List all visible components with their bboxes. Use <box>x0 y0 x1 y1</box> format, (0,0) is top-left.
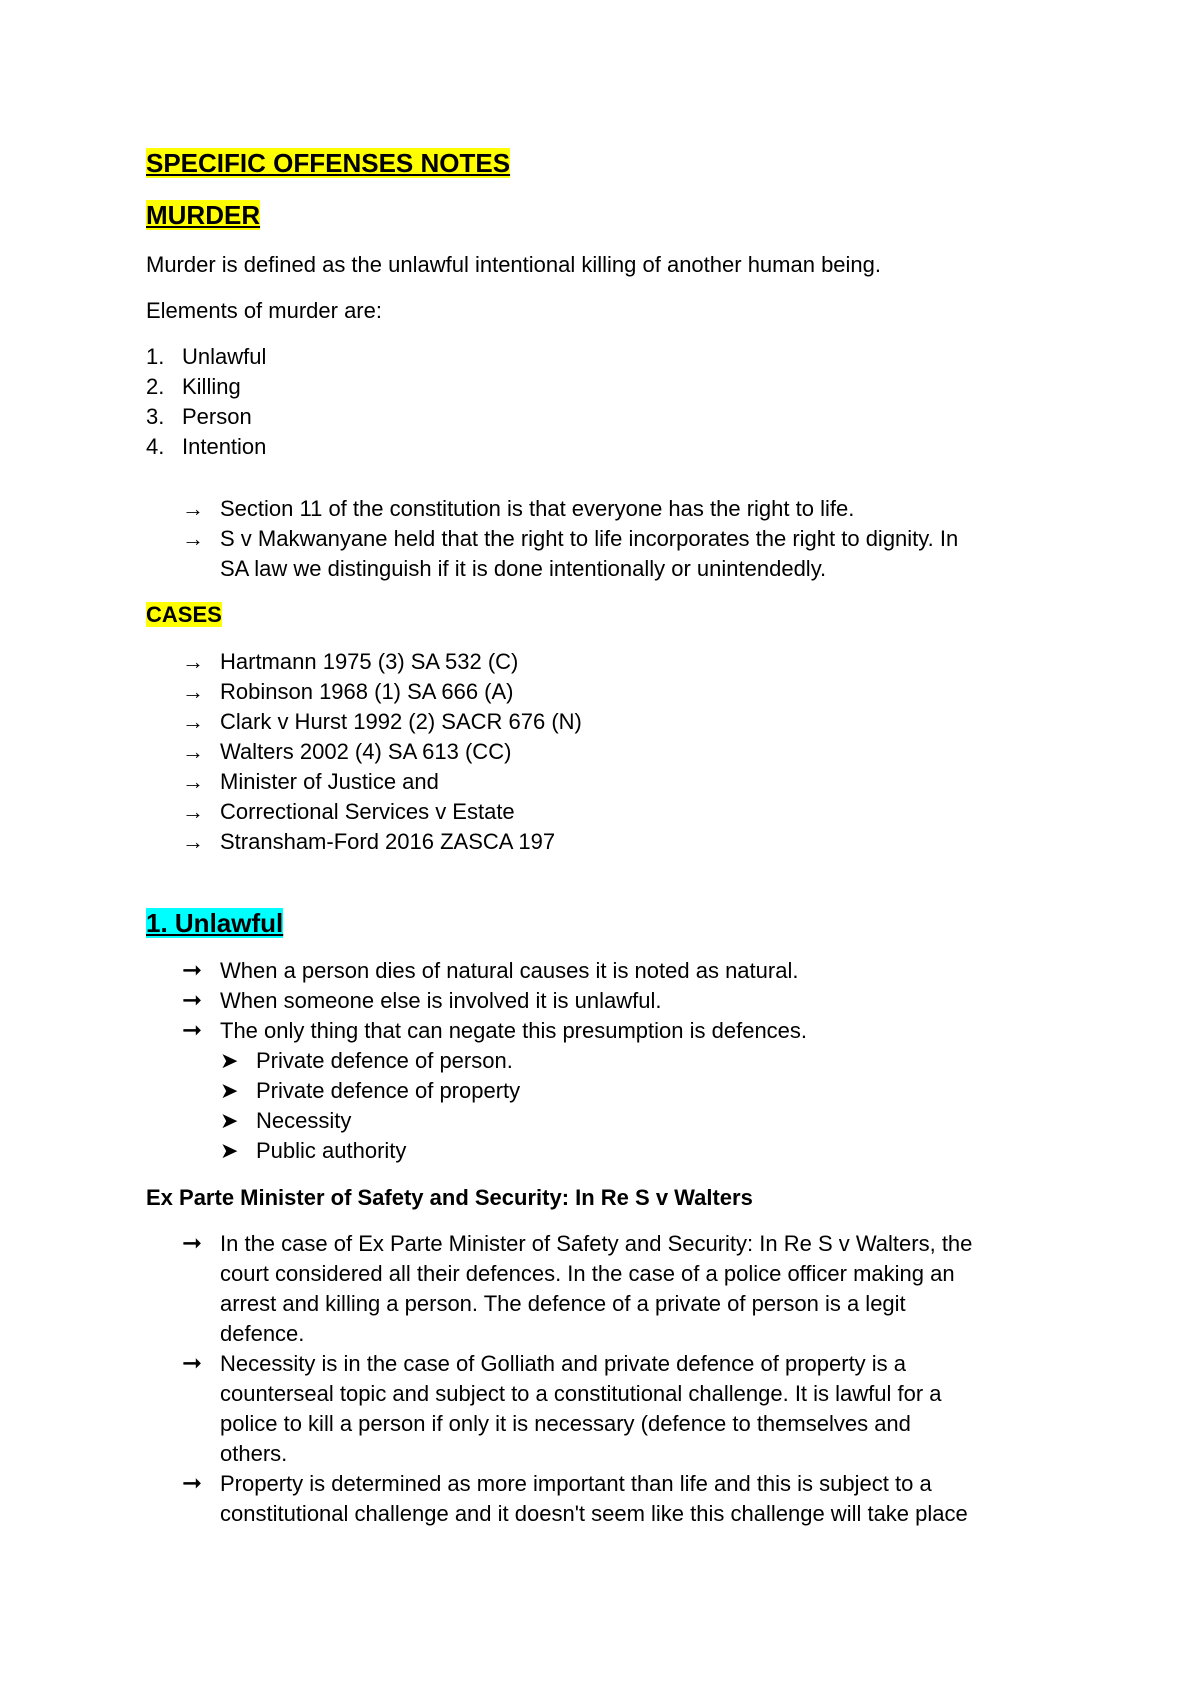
paragraph-line: court considered all their defences. In the case of a police officer making an <box>220 1261 955 1286</box>
case-item: Clark v Hurst 1992 (2) SACR 676 (N) <box>220 709 582 734</box>
arrow-icon: → <box>182 679 204 704</box>
paragraph-line: police to kill a person if only it is necessary (defence to themselves and <box>220 1411 911 1436</box>
chevron-right-icon: ➤ <box>220 1108 239 1133</box>
unlawful-heading: 1. Unlawful <box>146 908 284 938</box>
paragraph-line: others. <box>220 1441 288 1466</box>
arrow-icon: ➞ <box>182 1470 203 1497</box>
walters-heading: Ex Parte Minister of Safety and Security: In Re S v Walters <box>146 1185 753 1210</box>
arrow-icon: ➞ <box>182 987 203 1014</box>
list-item: When a person dies of natural causes it is noted as natural. <box>220 958 799 983</box>
elements-intro: Elements of murder are: <box>146 298 382 323</box>
case-item: Robinson 1968 (1) SA 666 (A) <box>220 679 514 704</box>
paragraph-line: Necessity is in the case of Golliath and private defence of property is a <box>220 1351 907 1376</box>
case-item: Stransham-Ford 2016 ZASCA 197 <box>220 829 556 854</box>
case-item: Hartmann 1975 (3) SA 532 (C) <box>220 649 519 674</box>
list-item: Section 11 of the constitution is that everyone has the right to life. <box>220 496 855 521</box>
cases-heading: CASES <box>146 602 222 627</box>
arrow-icon: ➞ <box>182 1350 203 1377</box>
chevron-right-icon: ➤ <box>220 1078 239 1103</box>
arrow-icon: ➞ <box>182 957 203 984</box>
murder-heading: MURDER <box>146 200 261 230</box>
arrow-icon: → <box>182 829 204 854</box>
arrow-icon: → <box>182 496 204 521</box>
defence-item: Necessity <box>256 1108 352 1133</box>
paragraph-line: defence. <box>220 1321 305 1346</box>
defence-item: Private defence of property <box>256 1078 521 1103</box>
document-title: SPECIFIC OFFENSES NOTES <box>146 148 511 178</box>
list-item: S v Makwanyane held that the right to life incorporates the right to dignity. In <box>220 526 959 551</box>
list-item: When someone else is involved it is unlawful. <box>220 988 662 1013</box>
case-item: Correctional Services v Estate <box>220 799 515 824</box>
arrow-icon: → <box>182 799 204 824</box>
defence-item: Private defence of person. <box>256 1048 513 1073</box>
chevron-right-icon: ➤ <box>220 1048 239 1073</box>
murder-definition: Murder is defined as the unlawful intentional killing of another human being. <box>146 252 882 277</box>
arrow-icon: → <box>182 709 204 734</box>
paragraph-line: Property is determined as more important than life and this is subject to a <box>220 1471 932 1496</box>
arrow-icon: → <box>182 739 204 764</box>
defence-item: Public authority <box>256 1138 407 1163</box>
arrow-icon: ➞ <box>182 1017 203 1044</box>
list-item: The only thing that can negate this presumption is defences. <box>220 1018 808 1043</box>
case-item: Minister of Justice and <box>220 769 439 794</box>
case-item: Walters 2002 (4) SA 613 (CC) <box>220 739 512 764</box>
paragraph-line: In the case of Ex Parte Minister of Safety and Security: In Re S v Walters, the <box>220 1231 973 1256</box>
chevron-right-icon: ➤ <box>220 1138 239 1163</box>
arrow-icon: → <box>182 649 204 674</box>
paragraph-line: counterseal topic and subject to a constitutional challenge. It is lawful for a <box>220 1381 942 1406</box>
paragraph-line: constitutional challenge and it doesn't seem like this challenge will take place <box>220 1501 968 1526</box>
arrow-icon: → <box>182 526 204 551</box>
arrow-icon: → <box>182 769 204 794</box>
paragraph-line: arrest and killing a person. The defence of a private of person is a legit <box>220 1291 906 1316</box>
list-item-continued: SA law we distinguish if it is done intentionally or unintendedly. <box>220 556 827 581</box>
arrow-icon: ➞ <box>182 1230 203 1257</box>
